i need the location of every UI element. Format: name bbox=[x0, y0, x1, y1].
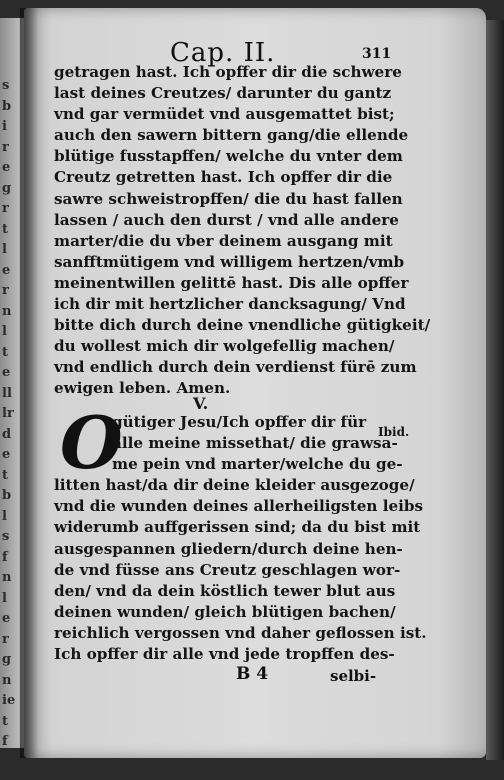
left-page-fragment: b bbox=[2, 488, 12, 503]
left-page-fragment: n bbox=[2, 570, 12, 585]
left-page-fragment: g bbox=[2, 652, 12, 667]
text-line: lassen / auch den durst / vnd alle andere bbox=[54, 210, 399, 229]
left-page-fragment: ie bbox=[2, 693, 16, 708]
left-page-fragment: s bbox=[2, 529, 10, 544]
text-line: reichlich vergossen vnd daher geflossen ist. bbox=[54, 623, 427, 642]
left-page-fragment: lr bbox=[2, 406, 14, 421]
left-page-fragment: e bbox=[2, 611, 11, 626]
text-line: vnd die wunden deines allerheiligsten leibs bbox=[54, 497, 424, 516]
text-line: marter/die du vber deinem ausgang mit bbox=[54, 231, 393, 250]
text-line: auch den sawern bittern gang/die ellende bbox=[54, 126, 409, 145]
left-page-fragment: i bbox=[2, 119, 7, 134]
text-line: ewigen leben. Amen. bbox=[54, 379, 231, 398]
text-line: ausgespannen gliedern/durch deine hen- bbox=[54, 539, 403, 558]
left-page-fragment: l bbox=[2, 508, 7, 524]
left-page-fragment: f bbox=[2, 549, 8, 565]
signature-mark: B 4 bbox=[236, 664, 269, 684]
chapter-heading: Cap. II. bbox=[170, 38, 276, 68]
margin-note: Ibid. bbox=[378, 425, 410, 439]
left-page-fragment: t bbox=[2, 713, 9, 729]
spine-shadow bbox=[20, 8, 38, 758]
left-page-fragment: t bbox=[2, 221, 9, 237]
text-line: gütiger Jesu/Ich opffer dir für bbox=[112, 413, 367, 431]
left-page-fragment: ll bbox=[2, 385, 12, 401]
text-line: sawre schweistropffen/ die du hast fallen bbox=[54, 189, 403, 208]
catchword: selbi- bbox=[330, 667, 377, 685]
text-line: last deines Creutzes/ darunter du gantz bbox=[54, 84, 392, 103]
text-line: Creutz getretten hast. Ich opffer dir die bbox=[54, 168, 393, 187]
text-line: getragen hast. Ich opffer dir die schwere bbox=[54, 63, 402, 81]
left-page-fragment: s bbox=[2, 78, 10, 93]
left-page-fragment: l bbox=[2, 590, 7, 606]
left-page-fragment: r bbox=[2, 201, 9, 216]
left-page-fragment: e bbox=[2, 262, 11, 278]
text-line: widerumb auffgerissen sind; da du bist mit bbox=[54, 518, 421, 537]
left-page-fragment: r bbox=[2, 283, 9, 298]
section-number: V. bbox=[193, 394, 209, 413]
left-page-fragment: l bbox=[2, 324, 7, 339]
text-line: blütige fusstapffen/ welche du vnter dem bbox=[54, 147, 403, 166]
page-edge-right bbox=[486, 20, 504, 760]
left-page-fragment: d bbox=[2, 426, 12, 442]
text-line: vnd endlich durch dein verdienst fürē zum bbox=[54, 358, 417, 377]
left-page-fragment: b bbox=[2, 98, 12, 114]
left-page-fragment: r bbox=[2, 139, 9, 155]
left-page-fragment: e bbox=[2, 447, 11, 462]
left-page-fragment: e bbox=[2, 365, 11, 380]
left-page-fragment: g bbox=[2, 180, 12, 196]
text-line: meinentwillen gelittē hast. Dis alle opffer bbox=[54, 273, 409, 292]
text-line: alle meine missethat/ die grawsa- bbox=[112, 434, 398, 453]
left-page-fragment: f bbox=[2, 734, 8, 749]
prayer-text-part1 bbox=[54, 62, 431, 400]
page-number: 311 bbox=[362, 46, 392, 62]
text-line: litten hast/da dir deine kleider ausgezoge/ bbox=[54, 476, 415, 495]
text-line: deinen wunden/ gleich blütigen bachen/ bbox=[54, 602, 396, 621]
left-page-fragment: t bbox=[2, 467, 9, 483]
left-page-fragment: r bbox=[2, 631, 9, 647]
text-line: den/ vnd da dein köstlich tewer blut aus bbox=[54, 581, 396, 600]
left-page-fragment: e bbox=[2, 160, 11, 175]
left-page-fragment: l bbox=[2, 242, 7, 257]
left-page-fragment: t bbox=[2, 344, 9, 360]
left-page-fragment: n bbox=[2, 303, 12, 319]
text-line: sanfftmütigem vnd willigem hertzen/vmb bbox=[54, 252, 405, 271]
text-line: me pein vnd marter/welche du ge- bbox=[112, 455, 403, 474]
text-line: de vnd füsse ans Creutz geschlagen wor- bbox=[54, 560, 401, 579]
text-line: du wollest mich dir wolgefellig machen/ bbox=[54, 337, 395, 356]
text-line: bitte dich durch deine vnendliche gütigkeit/ bbox=[54, 316, 431, 335]
decorated-initial: O bbox=[60, 400, 123, 485]
text-line: vnd gar vermüdet vnd ausgemattet bist; bbox=[54, 105, 395, 124]
left-page-fragment: n bbox=[2, 672, 12, 688]
text-line: ich dir mit hertzlicher dancksagung/ Vnd bbox=[54, 295, 406, 314]
text-line: Ich opffer dir alle vnd jede tropffen des- bbox=[54, 645, 395, 664]
